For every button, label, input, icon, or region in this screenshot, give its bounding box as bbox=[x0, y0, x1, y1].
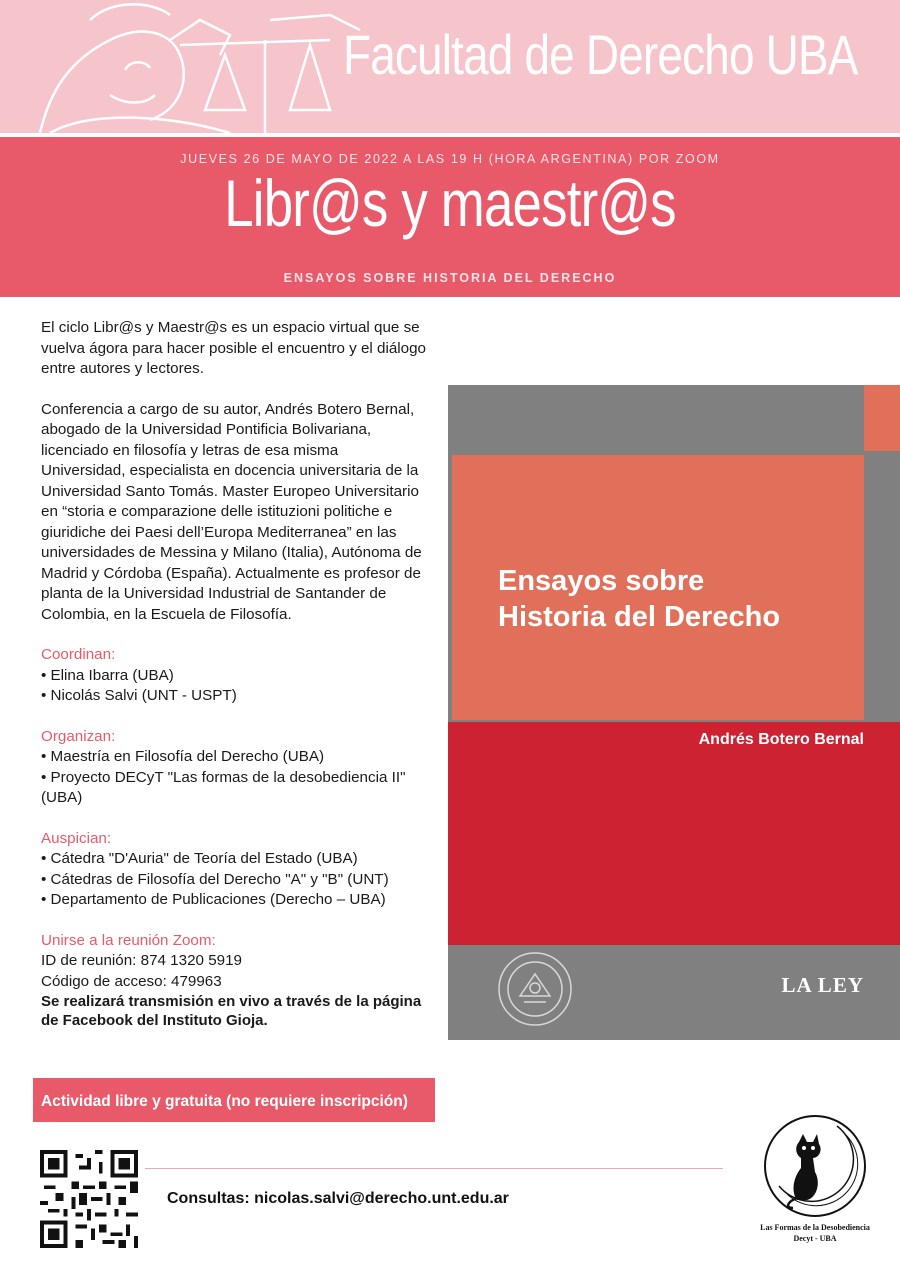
event-date: JUEVES 26 DE MAYO DE 2022 A LAS 19 H (HORA ARGENTINA) POR ZOOM bbox=[180, 152, 720, 166]
zoom-heading: Unirse a la reunión Zoom: bbox=[41, 931, 216, 949]
list-item: • Elina Ibarra (UBA) bbox=[41, 666, 174, 684]
book-cover bbox=[448, 385, 900, 1040]
cover-publisher: LA LEY bbox=[781, 973, 864, 997]
logo-caption-line: Las Formas de la Desobediencia bbox=[760, 1223, 870, 1232]
coordinators-section bbox=[41, 645, 426, 707]
event-title: Libr@s y maestr@s bbox=[224, 166, 676, 240]
description-column bbox=[41, 318, 426, 1030]
logo-caption bbox=[740, 1222, 890, 1244]
event-subtitle: ENSAYOS SOBRE HISTORIA DEL DERECHO bbox=[283, 271, 617, 285]
list-item: • Departamento de Publicaciones (Derecho – UBA) bbox=[41, 891, 386, 908]
list-item: • Maestría en Filosofía del Derecho (UBA) bbox=[41, 748, 325, 765]
justice-illustration bbox=[30, 0, 390, 133]
footer-divider bbox=[145, 1168, 723, 1169]
list-item: • Proyecto DECyT "Las formas de la desobediencia II" (UBA) bbox=[41, 768, 406, 806]
broadcast-note: Se realizará transmisión en vivo a través de la página de Facebook del Instituto Gioja. bbox=[41, 993, 422, 1029]
cover-title-line: Historia del Derecho bbox=[498, 601, 781, 633]
zoom-meeting-id: ID de reunión: 874 1320 5919 bbox=[41, 952, 242, 969]
logo-caption-line: Decyt - UBA bbox=[793, 1234, 837, 1243]
sponsors-section bbox=[41, 829, 426, 911]
cover-title-line: Ensayos sobre bbox=[498, 565, 705, 597]
intro-paragraph: El ciclo Libr@s y Maestr@s es un espacio virtual que se vuelva ágora para hacer posible el encuentro y el diálogo entre autores y lectores. bbox=[41, 319, 427, 377]
cover-accent-square bbox=[864, 385, 900, 451]
author-bio: Conferencia a cargo de su autor, Andrés Botero Bernal, abogado de la Universidad Pontificia Bolivariana, licenciado en filosofía y letras de esa misma Universidad, especialista en docencia universitaria de la Universidad Santo Tomás. Master Europeo Universitario en “storia e comparazione delle istituzioni politiche e giuridiche dei Paesi dell’Europa Mediterranea” en las universidades de Messina y Milano (Italia), Autónoma de Madrid y Córdoba (España). Actualmente es profesor de planta de la Universidad Industrial de Santander de Colombia, en la Escuela de Filosofía. bbox=[41, 400, 422, 623]
organizers-heading: Organizan: bbox=[41, 727, 116, 745]
sponsors-heading: Auspician: bbox=[41, 829, 112, 847]
cat-moon-logo-icon bbox=[757, 1112, 873, 1220]
seal-icon bbox=[496, 950, 574, 1028]
list-item: • Cátedra "D'Auria" de Teoría del Estado (UBA) bbox=[41, 850, 358, 867]
cover-title bbox=[498, 563, 780, 635]
zoom-section bbox=[41, 931, 426, 1031]
cover-author: Andrés Botero Bernal bbox=[698, 731, 864, 748]
event-title-band bbox=[0, 137, 900, 297]
list-item: • Cátedras de Filosofía del Derecho "A" y "B" (UNT) bbox=[41, 870, 389, 888]
cover-red-panel bbox=[448, 722, 900, 945]
header-band bbox=[0, 0, 900, 133]
coordinators-heading: Coordinan: bbox=[41, 646, 116, 663]
qr-code-icon[interactable] bbox=[40, 1150, 138, 1248]
zoom-passcode: Código de acceso: 479963 bbox=[41, 972, 222, 990]
free-activity-banner: Actividad libre y gratuita (no requiere inscripción) bbox=[33, 1078, 435, 1122]
contact-email[interactable]: Consultas: nicolas.salvi@derecho.unt.edu.ar bbox=[167, 1190, 509, 1207]
organizers-section bbox=[41, 727, 426, 809]
list-item: • Nicolás Salvi (UNT - USPT) bbox=[41, 687, 237, 704]
faculty-title: Facultad de Derecho UBA bbox=[343, 23, 858, 86]
